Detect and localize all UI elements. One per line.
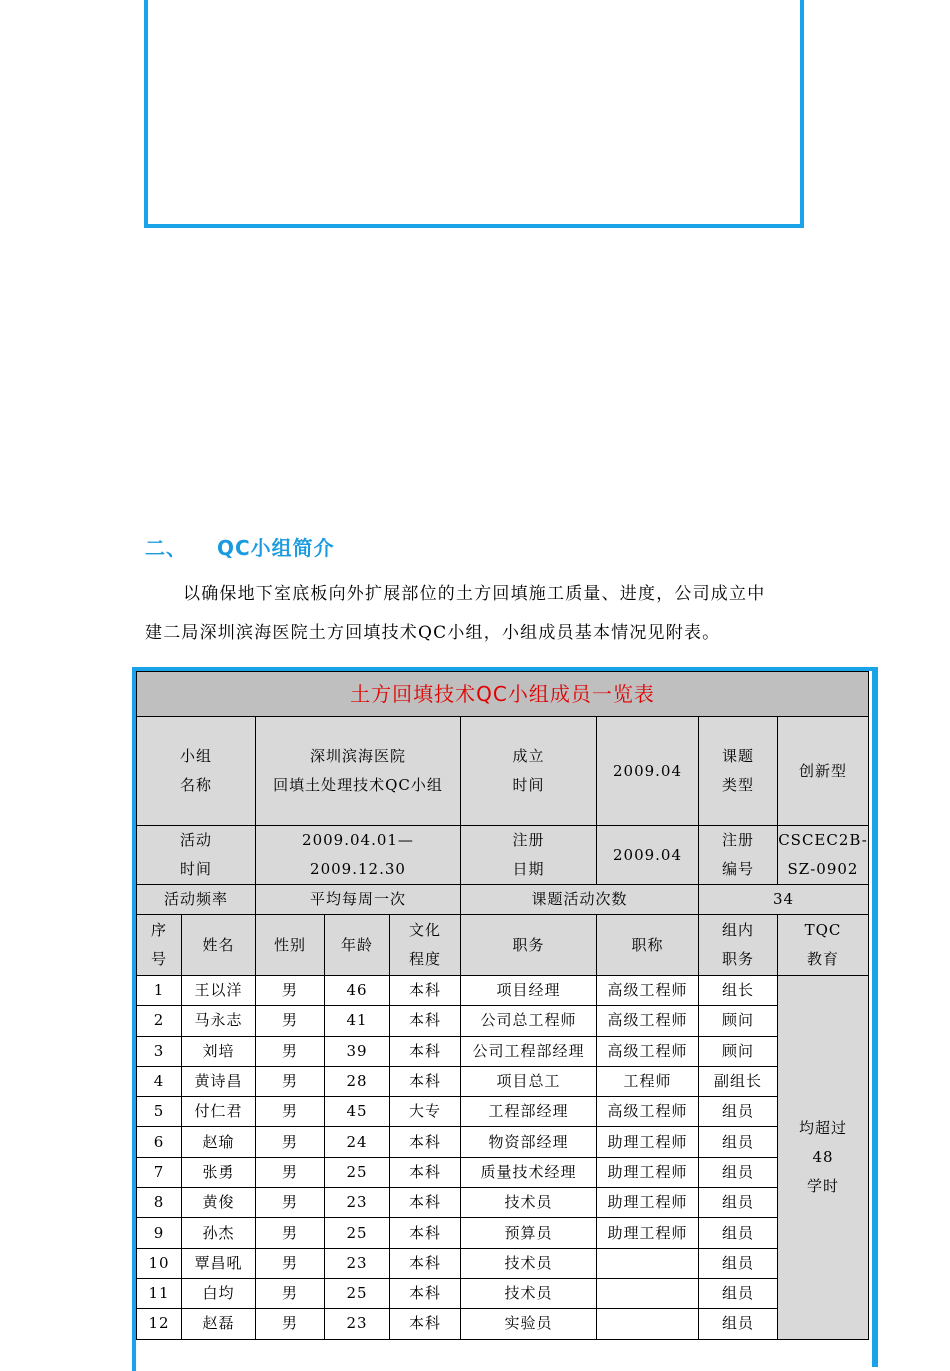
cell-position: 工程部经理: [461, 1097, 597, 1127]
cell-education: 大专: [390, 1097, 461, 1127]
cell-seq: 3: [137, 1036, 182, 1066]
cell-education: 本科: [390, 1157, 461, 1187]
founded-label: 成立 时间: [461, 717, 597, 826]
activity-time-label: 活动 时间: [137, 826, 256, 885]
table-row: [137, 1278, 869, 1308]
cell-seq: 6: [137, 1127, 182, 1157]
cell-position: 公司工程部经理: [461, 1036, 597, 1066]
cell-title: 工程师: [597, 1066, 699, 1096]
intro-paragraph-line-1: 以确保地下室底板向外扩展部位的土方回填施工质量、进度，公司成立中: [183, 584, 766, 604]
cell-name: 王以洋: [182, 976, 256, 1006]
header-age: 年龄: [325, 915, 390, 976]
cell-gender: 男: [256, 1127, 325, 1157]
cell-gender: 男: [256, 1309, 325, 1339]
cell-gender: 男: [256, 1278, 325, 1308]
reg-no-label: 注册 编号: [699, 826, 778, 885]
activity-time-value: 2009.04.01—2009.12.30: [256, 826, 461, 885]
cell-title: 助理工程师: [597, 1157, 699, 1187]
cell-name: 张勇: [182, 1157, 256, 1187]
cell-education: 本科: [390, 1036, 461, 1066]
group-name-value: 深圳滨海医院 回填土处理技术QC小组: [256, 717, 461, 826]
topic-type-value: 创新型: [778, 717, 869, 826]
table-row: [137, 1006, 869, 1036]
cell-name: 刘培: [182, 1036, 256, 1066]
table-row: [137, 1066, 869, 1096]
section-heading: [145, 532, 335, 561]
cell-title: 高级工程师: [597, 1097, 699, 1127]
cell-education: 本科: [390, 1278, 461, 1308]
cell-position: 物资部经理: [461, 1127, 597, 1157]
cell-role: 组员: [699, 1278, 778, 1308]
header-seq: 序 号: [137, 915, 182, 976]
cell-title: 助理工程师: [597, 1127, 699, 1157]
cell-age: 45: [325, 1097, 390, 1127]
cell-gender: 男: [256, 1097, 325, 1127]
cell-title: [597, 1248, 699, 1278]
cell-name: 覃昌吼: [182, 1248, 256, 1278]
cell-name: 白均: [182, 1278, 256, 1308]
cell-position: 预算员: [461, 1218, 597, 1248]
intro-paragraph-line-2: 建二局深圳滨海医院土方回填技术QC小组，小组成员基本情况见附表。: [145, 623, 721, 643]
activity-count-value: 34: [699, 885, 869, 915]
cell-seq: 11: [137, 1278, 182, 1308]
cell-gender: 男: [256, 1036, 325, 1066]
table-row: [137, 1127, 869, 1157]
cell-age: 24: [325, 1127, 390, 1157]
cell-age: 25: [325, 1218, 390, 1248]
table-row: [137, 976, 869, 1006]
cell-role: 副组长: [699, 1066, 778, 1096]
blue-frame-box: [144, 0, 804, 228]
header-name: 姓名: [182, 915, 256, 976]
cell-name: 付仁君: [182, 1097, 256, 1127]
table-row: [137, 1097, 869, 1127]
cell-education: 本科: [390, 1188, 461, 1218]
cell-name: 黄俊: [182, 1188, 256, 1218]
cell-position: 项目总工: [461, 1066, 597, 1096]
cell-gender: 男: [256, 1006, 325, 1036]
cell-gender: 男: [256, 1066, 325, 1096]
cell-seq: 8: [137, 1188, 182, 1218]
founded-value: 2009.04: [597, 717, 699, 826]
table-row: [137, 1036, 869, 1066]
cell-name: 赵瑜: [182, 1127, 256, 1157]
cell-education: 本科: [390, 1006, 461, 1036]
cell-position: 技术员: [461, 1248, 597, 1278]
cell-education: 本科: [390, 976, 461, 1006]
cell-age: 25: [325, 1157, 390, 1187]
reg-date-label: 注册 日期: [461, 826, 597, 885]
member-table: [136, 671, 869, 1340]
header-gender: 性别: [256, 915, 325, 976]
section-title: QC小组简介: [217, 536, 335, 560]
cell-age: 41: [325, 1006, 390, 1036]
cell-age: 39: [325, 1036, 390, 1066]
cell-seq: 9: [137, 1218, 182, 1248]
cell-gender: 男: [256, 1157, 325, 1187]
table-row: [137, 1218, 869, 1248]
cell-seq: 4: [137, 1066, 182, 1096]
header-role: 组内 职务: [699, 915, 778, 976]
cell-role: 组长: [699, 976, 778, 1006]
cell-position: 技术员: [461, 1278, 597, 1308]
cell-position: 技术员: [461, 1188, 597, 1218]
cell-education: 本科: [390, 1218, 461, 1248]
cell-title: 助理工程师: [597, 1188, 699, 1218]
group-name-label: 小组 名称: [137, 717, 256, 826]
cell-seq: 10: [137, 1248, 182, 1278]
cell-name: 赵磊: [182, 1309, 256, 1339]
cell-role: 组员: [699, 1157, 778, 1187]
cell-seq: 2: [137, 1006, 182, 1036]
cell-gender: 男: [256, 1248, 325, 1278]
cell-role: 组员: [699, 1309, 778, 1339]
cell-role: 顾问: [699, 1036, 778, 1066]
header-position: 职务: [461, 915, 597, 976]
cell-age: 28: [325, 1066, 390, 1096]
cell-gender: 男: [256, 1218, 325, 1248]
cell-position: 项目经理: [461, 976, 597, 1006]
cell-seq: 5: [137, 1097, 182, 1127]
member-table-frame: [132, 667, 872, 1371]
table-row: [137, 1248, 869, 1278]
cell-position: 质量技术经理: [461, 1157, 597, 1187]
cell-position: 公司总工程师: [461, 1006, 597, 1036]
cell-age: 46: [325, 976, 390, 1006]
table-title: 土方回填技术QC小组成员一览表: [137, 672, 869, 717]
topic-type-label: 课题 类型: [699, 717, 778, 826]
header-title: 职称: [597, 915, 699, 976]
cell-position: 实验员: [461, 1309, 597, 1339]
activity-count-label: 课题活动次数: [461, 885, 699, 915]
cell-age: 23: [325, 1188, 390, 1218]
cell-seq: 1: [137, 976, 182, 1006]
reg-no-value: CSCEC2B- SZ-0902: [778, 826, 869, 885]
section-number: 二、: [145, 536, 187, 560]
cell-title: [597, 1309, 699, 1339]
cell-role: 组员: [699, 1188, 778, 1218]
cell-gender: 男: [256, 976, 325, 1006]
cell-gender: 男: [256, 1188, 325, 1218]
cell-age: 25: [325, 1278, 390, 1308]
cell-name: 孙杰: [182, 1218, 256, 1248]
cell-role: 组员: [699, 1248, 778, 1278]
tqc-note: 均超过 48 学时: [778, 976, 869, 1340]
cell-title: 高级工程师: [597, 976, 699, 1006]
cell-title: 高级工程师: [597, 1036, 699, 1066]
reg-date-value: 2009.04: [597, 826, 699, 885]
table-row: [137, 1309, 869, 1339]
cell-role: 组员: [699, 1097, 778, 1127]
cell-title: 助理工程师: [597, 1218, 699, 1248]
cell-title: 高级工程师: [597, 1006, 699, 1036]
cell-role: 组员: [699, 1218, 778, 1248]
cell-title: [597, 1278, 699, 1308]
table-row: [137, 1157, 869, 1187]
cell-education: 本科: [390, 1248, 461, 1278]
cell-education: 本科: [390, 1309, 461, 1339]
cell-role: 顾问: [699, 1006, 778, 1036]
cell-age: 23: [325, 1309, 390, 1339]
cell-name: 黄诗昌: [182, 1066, 256, 1096]
header-education: 文化 程度: [390, 915, 461, 976]
cell-education: 本科: [390, 1127, 461, 1157]
cell-seq: 7: [137, 1157, 182, 1187]
cell-seq: 12: [137, 1309, 182, 1339]
frequency-label: 活动频率: [137, 885, 256, 915]
table-row: [137, 1188, 869, 1218]
cell-name: 马永志: [182, 1006, 256, 1036]
cell-age: 23: [325, 1248, 390, 1278]
header-tqc: TQC 教育: [778, 915, 869, 976]
cell-education: 本科: [390, 1066, 461, 1096]
frequency-value: 平均每周一次: [256, 885, 461, 915]
cell-role: 组员: [699, 1127, 778, 1157]
